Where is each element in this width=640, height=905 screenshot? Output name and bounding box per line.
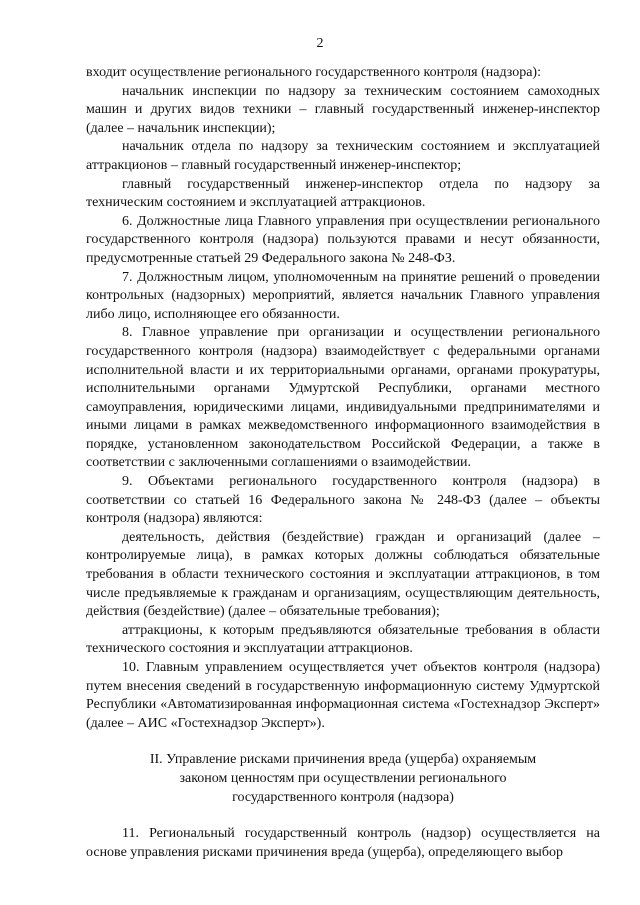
paragraph-item-11: 11. Региональный государственный контроль (надзор) осуществляется на основе управления рисками причинения вреда (ущерба), определяющего выбор	[86, 826, 600, 860]
paragraph-item-9: 9. Объектами регионального государственного контроля (надзора) в соответствии со статьей 16 Федерального закона № 248-ФЗ (далее – объекты контроля (надзора) являются:	[86, 474, 600, 527]
document-body	[86, 64, 600, 862]
paragraph-objects-activity: деятельность, действия (бездействие) граждан и организаций (далее – контролируемые лица), в рамках которых должны соблюдаться обязательные требования в области технического состояния и эксплуатации аттракционов, в том числе предъявляемые к гражданам и организациям, осуществляющим деятельность, действия (бездействие) (далее – обязательные требования);	[86, 529, 600, 620]
paragraph-inspection-head: начальник инспекции по надзору за техническим состоянием самоходных машин и других видов техники – главный государственный инженер-инспектор (далее – начальник инспекции);	[86, 83, 600, 136]
paragraph-item-7: 7. Должностным лицом, уполномоченным на принятие решений о проведении контрольных (надзорных) мероприятий, является начальник Главного управления либо лицо, исполняющее его обязанности.	[86, 269, 600, 322]
paragraph-objects-attractions: аттракционы, к которым предъявляются обязательные требования в области технического состояния и эксплуатации аттракционов.	[86, 622, 600, 657]
section-heading-line: законом ценностям при осуществлении регионального	[179, 770, 507, 786]
paragraph-department-head: начальник отдела по надзору за техническим состоянием и эксплуатацией аттракционов – главный государственный инженер-инспектор;	[86, 139, 600, 173]
section-heading-line: II. Управление рисками причинения вреда (ущерба) охраняемым	[149, 752, 537, 768]
section-heading-line: государственного контроля (надзора)	[232, 789, 454, 805]
paragraph-item-6: 6. Должностные лица Главного управления при осуществлении регионального государственного контроля (надзора) пользуются правами и несут обязанности, предусмотренные статьей 29 Федерального закона № 248-ФЗ.	[86, 213, 600, 266]
paragraph-item-8: 8. Главное управление при организации и осуществлении регионального государственного контроля (надзора) взаимодействует с федеральными органами исполнительной власти и их территориальными органами, органами прокуратуры, исполнительными органами Удмуртской Республики, органами местного самоуправления, юридическими лицами, индивидуальными предпринимателями и иными лицами в рамках межведомственного информационного взаимодействия в порядке, установленном законодательством Российской Федерации, а также в соответствии с заключенными соглашениями о взаимодействии.	[86, 325, 600, 471]
paragraph-chief-inspector: главный государственный инженер-инспектор отдела по надзору за техническим состоянием и эксплуатацией аттракционов.	[86, 176, 600, 211]
section-heading	[86, 751, 600, 807]
paragraph-item-10: 10. Главным управлением осуществляется учет объектов контроля (надзора) путем внесения сведений в государственную информационную систему Удмуртской Республики «Автоматизированная информационная система «Гостехнадзор Эксперт» (далее – АИС «Гостехнадзор Эксперт»).	[86, 660, 600, 731]
page-number: 2	[316, 36, 324, 51]
paragraph-continuation: входит осуществление регионального государственного контроля (надзора):	[86, 65, 541, 80]
